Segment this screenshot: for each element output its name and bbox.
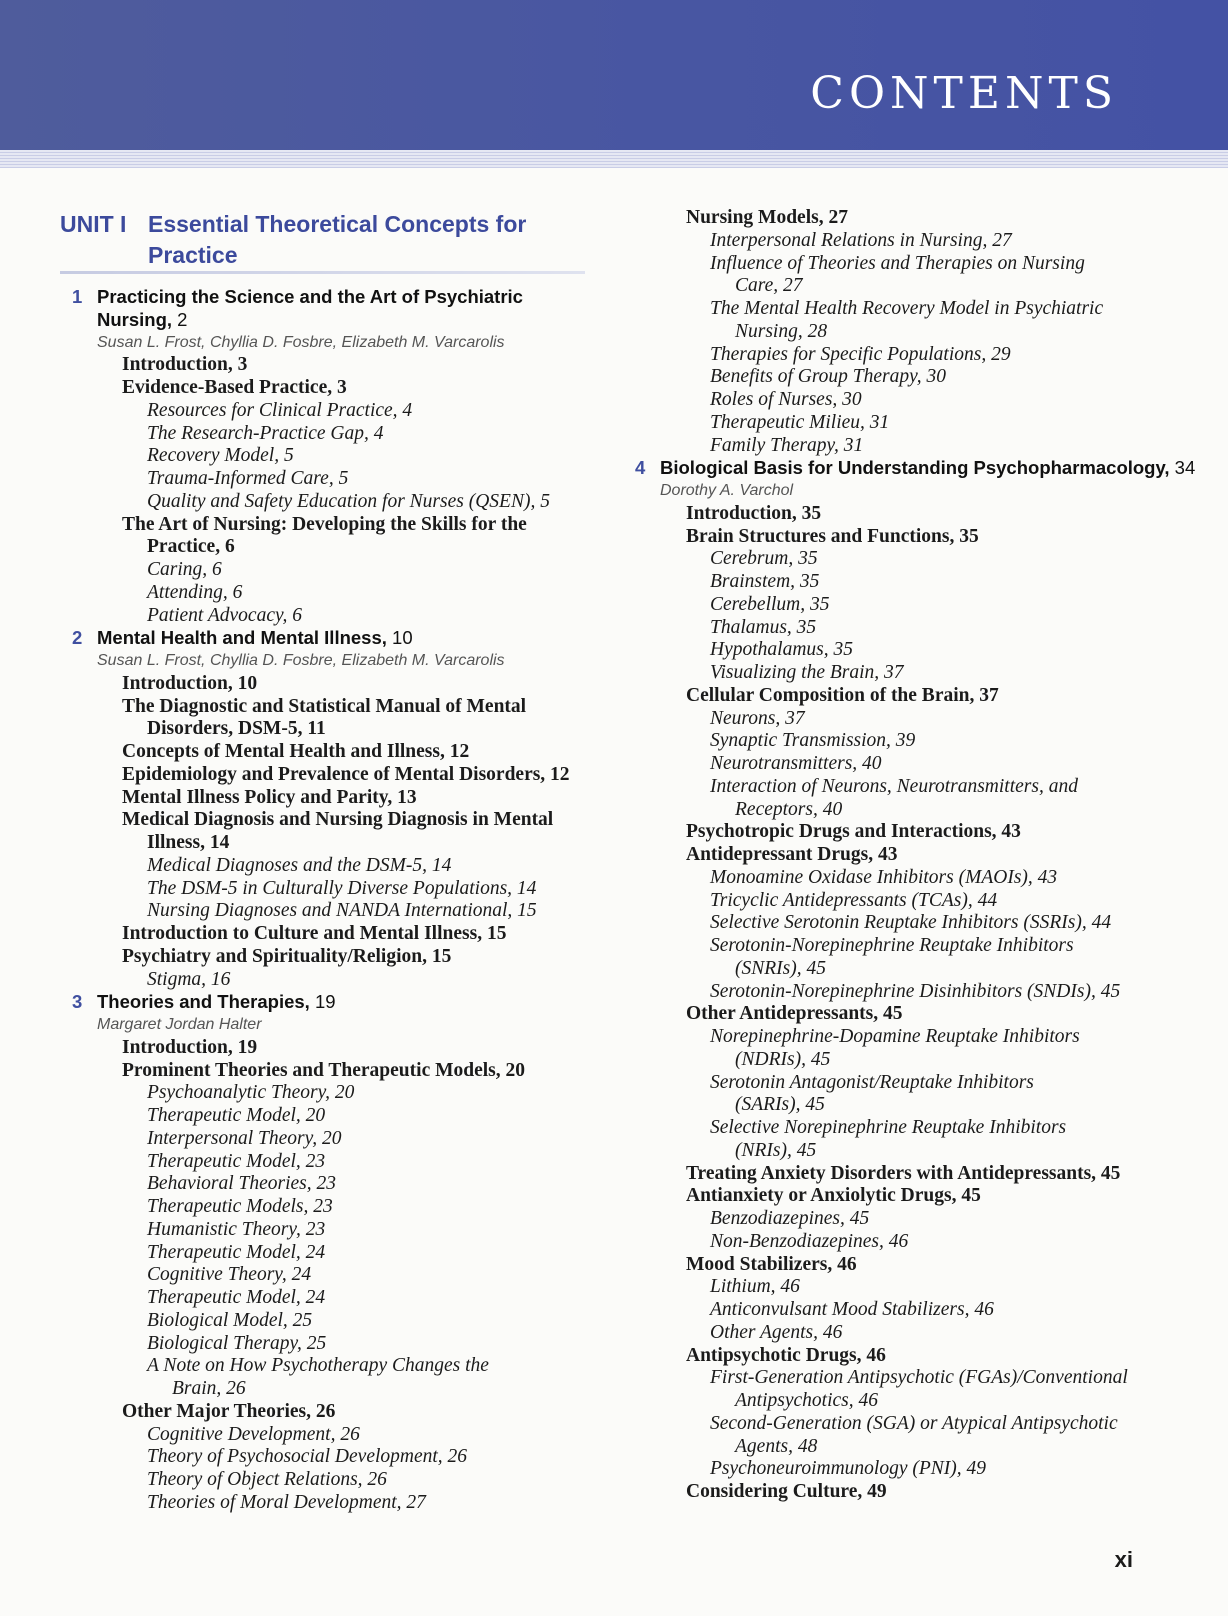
- chapter-page: 34: [1169, 457, 1196, 479]
- header-banner: [0, 0, 1228, 150]
- toc-entry: Mood Stabilizers, 46: [686, 1253, 857, 1275]
- chapter-page: 19: [309, 991, 336, 1013]
- toc-subentry: Visualizing the Brain, 37: [710, 662, 904, 683]
- toc-subentry: Cognitive Theory, 24: [147, 1264, 312, 1286]
- toc-entry: Introduction, 10: [122, 672, 258, 694]
- toc-subentry: Cognitive Development, 26: [147, 1423, 360, 1445]
- toc-entry: Antidepressant Drugs, 43: [686, 844, 898, 865]
- toc-subentry-continued: (SNRIs), 45: [735, 957, 826, 979]
- toc-subentry: Benefits of Group Therapy, 30: [710, 366, 946, 388]
- toc-entry: The Art of Nursing: Developing the Skills for the: [122, 513, 527, 535]
- toc-subentry: Roles of Nurses, 30: [710, 389, 862, 410]
- chapter-title: Biological Basis for Understanding Psychopharmacology,: [660, 457, 1170, 479]
- page-title: CONTENTS: [810, 68, 1118, 119]
- toc-entry: Psychotropic Drugs and Interactions, 43: [686, 821, 1021, 843]
- chapter-authors: Margaret Jordan Halter: [97, 1016, 262, 1033]
- toc-entry: Psychiatry and Spirituality/Religion, 15: [122, 945, 452, 967]
- toc-entry: Considering Culture, 49: [686, 1481, 887, 1502]
- toc-subentry: Patient Advocacy, 6: [147, 604, 303, 626]
- toc-entry: Mental Illness Policy and Parity, 13: [122, 786, 417, 808]
- toc-entry: Antipsychotic Drugs, 46: [686, 1344, 886, 1366]
- toc-subentry: Quality and Safety Education for Nurses (QSEN), 5: [147, 490, 550, 512]
- chapter-number: 4: [635, 457, 646, 479]
- toc-subentry: A Note on How Psychotherapy Changes the: [147, 1355, 489, 1377]
- toc-subentry: Attending, 6: [147, 581, 243, 603]
- toc-subentry: Brainstem, 35: [710, 571, 820, 592]
- toc-subentry-continued: Nursing, 28: [735, 320, 828, 342]
- toc-entry: Cellular Composition of the Brain, 37: [686, 684, 999, 706]
- toc-subentry: Second-Generation (SGA) or Atypical Antipsychotic: [710, 1412, 1118, 1434]
- toc-subentry: Thalamus, 35: [710, 616, 817, 638]
- toc-subentry: Therapeutic Model, 20: [147, 1105, 326, 1126]
- toc-subentry: Lithium, 46: [710, 1276, 800, 1298]
- chapter-title: Practicing the Science and the Art of Psychiatric: [97, 286, 523, 307]
- toc-subentry: Theories of Moral Development, 27: [147, 1491, 426, 1513]
- unit-label: UNIT I: [60, 211, 127, 237]
- toc-subentry: Interpersonal Theory, 20: [147, 1127, 342, 1149]
- toc-entry: Prominent Theories and Therapeutic Models, 20: [122, 1059, 526, 1081]
- toc-subentry: Behavioral Theories, 23: [147, 1173, 337, 1195]
- toc-subentry: Biological Therapy, 25: [147, 1332, 327, 1354]
- toc-subentry: Norepinephrine-Dopamine Reuptake Inhibitors: [710, 1026, 1080, 1047]
- toc-subentry: First-Generation Antipsychotic (FGAs)/Conventional: [710, 1367, 1128, 1389]
- toc-entry: Treating Anxiety Disorders with Antidepressants, 45: [686, 1162, 1121, 1184]
- toc-subentry: Theory of Object Relations, 26: [147, 1469, 387, 1490]
- toc-subentry: The Research-Practice Gap, 4: [147, 422, 384, 444]
- toc-subentry: Selective Serotonin Reuptake Inhibitors (SSRIs), 44: [710, 912, 1112, 934]
- toc-subentry: Stigma, 16: [147, 968, 231, 990]
- chapter-authors: Susan L. Frost, Chyllia D. Fosbre, Elizabeth M. Varcarolis: [97, 652, 505, 669]
- toc-subentry-continued: Care, 27: [735, 275, 803, 297]
- toc-subentry: Medical Diagnoses and the DSM-5, 14: [147, 854, 452, 876]
- toc-subentry: Neurotransmitters, 40: [710, 753, 882, 774]
- toc-entry: Antianxiety or Anxiolytic Drugs, 45: [686, 1185, 981, 1207]
- chapter-authors: Susan L. Frost, Chyllia D. Fosbre, Elizabeth M. Varcarolis: [97, 333, 505, 351]
- toc-entry: Other Major Theories, 26: [122, 1400, 336, 1422]
- toc-entry-continued: Illness, 14: [147, 832, 230, 853]
- unit-title-line2: Practice: [148, 242, 238, 268]
- toc-subentry: Therapeutic Milieu, 31: [710, 411, 890, 433]
- toc-entry: Introduction to Culture and Mental Illness, 15: [122, 923, 507, 944]
- chapter-title: Theories and Therapies,: [97, 991, 310, 1013]
- toc-subentry: Biological Model, 25: [147, 1309, 313, 1331]
- toc-subentry: Humanistic Theory, 23: [147, 1218, 326, 1240]
- toc-entry: The Diagnostic and Statistical Manual of Mental: [122, 695, 527, 717]
- chapter-title: Nursing,: [97, 308, 173, 330]
- toc-entry: Evidence-Based Practice, 3: [122, 377, 347, 398]
- toc-subentry-continued: (NDRIs), 45: [735, 1048, 831, 1070]
- toc-subentry: Cerebellum, 35: [710, 593, 830, 615]
- toc-subentry: Therapeutic Model, 24: [147, 1241, 326, 1263]
- toc-entry: Introduction, 35: [686, 502, 822, 524]
- toc-subentry-continued: Brain, 26: [172, 1378, 246, 1399]
- toc-subentry-continued: (NRIs), 45: [735, 1139, 817, 1161]
- toc-subentry: Interpersonal Relations in Nursing, 27: [710, 229, 1012, 251]
- toc-subentry: Synaptic Transmission, 39: [710, 730, 916, 752]
- toc-subentry: Selective Norepinephrine Reuptake Inhibitors: [710, 1117, 1067, 1138]
- toc-subentry: Anticonvulsant Mood Stabilizers, 46: [710, 1299, 994, 1320]
- toc-subentry: Therapeutic Model, 24: [147, 1287, 326, 1308]
- toc-entry: Concepts of Mental Health and Illness, 12: [122, 741, 470, 762]
- toc-subentry: Psychoneuroimmunology (PNI), 49: [710, 1458, 987, 1480]
- toc-entry-continued: Practice, 6: [147, 536, 235, 558]
- chapter-number: 3: [72, 991, 83, 1013]
- toc-subentry: Serotonin-Norepinephrine Disinhibitors (SNDIs), 45: [710, 980, 1121, 1002]
- toc-subentry: Other Agents, 46: [710, 1321, 843, 1343]
- unit-title-line1: Essential Theoretical Concepts for: [148, 211, 527, 237]
- toc-subentry-continued: (SARIs), 45: [735, 1094, 825, 1116]
- toc-subentry: Interaction of Neurons, Neurotransmitters, and: [710, 775, 1078, 797]
- toc-subentry: Serotonin-Norepinephrine Reuptake Inhibitors: [710, 935, 1074, 956]
- toc-subentry: Benzodiazepines, 45: [710, 1208, 870, 1229]
- toc-subentry: Serotonin Antagonist/Reuptake Inhibitors: [710, 1071, 1034, 1093]
- header-stripe: [0, 150, 1228, 168]
- toc-subentry: Monoamine Oxidase Inhibitors (MAOIs), 43: [710, 866, 1058, 888]
- chapter-authors: Dorothy A. Varchol: [660, 482, 794, 499]
- toc-subentry: Nursing Diagnoses and NANDA International, 15: [147, 900, 537, 922]
- toc-subentry: Resources for Clinical Practice, 4: [147, 399, 413, 421]
- toc-subentry: Theory of Psychosocial Development, 26: [147, 1446, 468, 1468]
- toc-subentry: Influence of Theories and Therapies on Nursing: [710, 252, 1085, 274]
- toc-subentry: Therapies for Specific Populations, 29: [710, 343, 1011, 365]
- toc-subentry: Therapeutic Model, 23: [147, 1150, 326, 1172]
- toc-subentry: Non-Benzodiazepines, 46: [710, 1230, 909, 1252]
- toc-entry: Medical Diagnosis and Nursing Diagnosis in Mental: [122, 809, 554, 831]
- toc-subentry: The Mental Health Recovery Model in Psychiatric: [710, 298, 1104, 319]
- toc-entry: Epidemiology and Prevalence of Mental Disorders, 12: [122, 763, 570, 785]
- unit-rule: [60, 271, 585, 274]
- toc-subentry: Neurons, 37: [710, 707, 805, 729]
- toc-subentry: Caring, 6: [147, 559, 222, 580]
- toc-subentry: Therapeutic Models, 23: [147, 1196, 333, 1217]
- chapter-number: 1: [72, 286, 83, 307]
- toc-subentry: Family Therapy, 31: [710, 434, 864, 456]
- toc-subentry: Recovery Model, 5: [147, 445, 294, 467]
- toc-subentry-continued: Agents, 48: [735, 1435, 818, 1457]
- toc-subentry: Tricyclic Antidepressants (TCAs), 44: [710, 889, 998, 911]
- toc-subentry: The DSM-5 in Culturally Diverse Populations, 14: [147, 877, 537, 899]
- toc-entry: Other Antidepressants, 45: [686, 1003, 903, 1025]
- chapter-number: 2: [72, 627, 83, 649]
- chapter-page: 2: [172, 308, 188, 330]
- toc-subentry: Cerebrum, 35: [710, 548, 818, 570]
- toc-entry-continued: Disorders, DSM-5, 11: [147, 718, 326, 740]
- page-number: xi: [1114, 1547, 1133, 1572]
- chapter-title: Mental Health and Mental Illness,: [97, 627, 387, 649]
- toc-subentry-continued: Receptors, 40: [735, 798, 843, 820]
- toc-entry: Nursing Models, 27: [686, 207, 848, 228]
- toc-subentry: Psychoanalytic Theory, 20: [147, 1082, 355, 1104]
- chapter-page: 10: [386, 627, 413, 649]
- toc-entry: Introduction, 3: [122, 354, 248, 376]
- toc-entry: Brain Structures and Functions, 35: [686, 525, 979, 547]
- toc-entry: Introduction, 19: [122, 1036, 258, 1058]
- toc-subentry: Hypothalamus, 35: [710, 639, 853, 661]
- toc-subentry: Trauma-Informed Care, 5: [147, 468, 349, 489]
- toc-subentry-continued: Antipsychotics, 46: [735, 1390, 878, 1411]
